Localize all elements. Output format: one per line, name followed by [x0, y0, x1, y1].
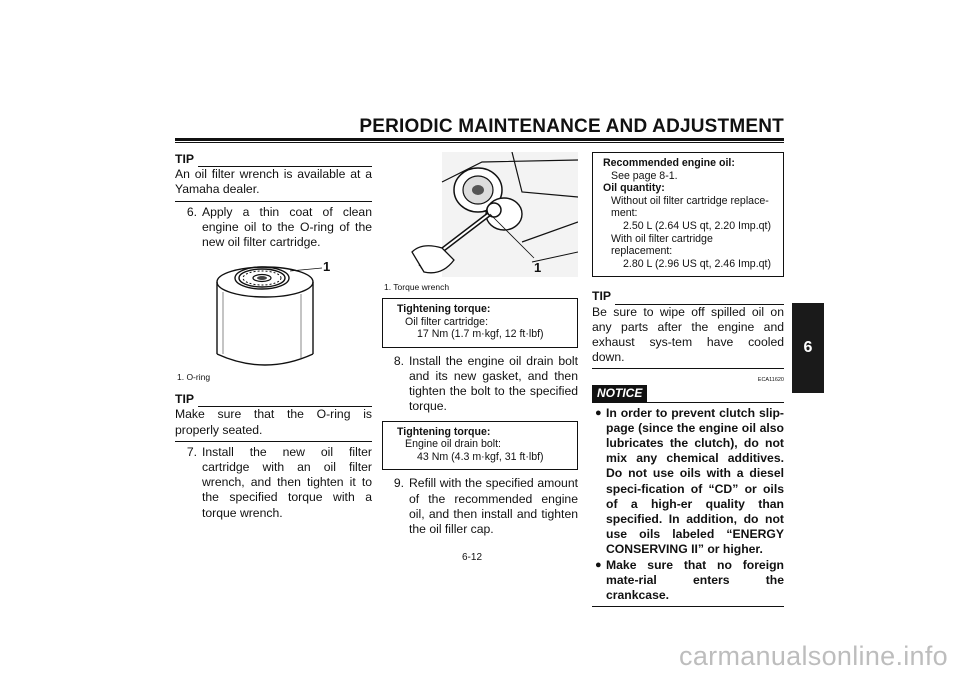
step-text: Refill with the specified amount of the recommended engine oil, and then install and tighten the oil filler cap. [409, 476, 578, 536]
spec-value: 17 Nm (1.7 m·kgf, 12 ft·lbf) [417, 328, 544, 341]
step-6 [175, 205, 372, 251]
header-rule-thin [175, 142, 784, 143]
notice-block [592, 377, 784, 607]
figure-callout: 1 [534, 260, 542, 275]
page-title: PERIODIC MAINTENANCE AND ADJUSTMENT [359, 116, 784, 137]
tip-heading [592, 289, 784, 304]
step-text: Install the engine oil drain bolt and its new gasket, and then tighten the bolt to the specified torque. [409, 353, 578, 414]
bullet-dot-icon: ● [595, 406, 602, 419]
notice-heading [592, 385, 784, 402]
tip-label: TIP [175, 392, 194, 407]
step-number: 6. [186, 204, 197, 219]
tip-heading [175, 152, 372, 167]
header-rule [175, 138, 784, 141]
tip-rule [198, 157, 372, 167]
notice-badge: NOTICE [592, 385, 647, 402]
step-8 [382, 354, 578, 415]
oil-filter-illustration [175, 254, 372, 372]
figure-callout: 1 [323, 259, 331, 275]
spec-heading: Tightening torque: [397, 303, 491, 315]
notice-end-rule [592, 606, 784, 607]
tip-text: Be sure to wipe off spilled oil on any parts after the engine and exhaust sys-tem have cooled down. [592, 305, 784, 370]
tip-text: An oil filter wrench is available at a Yamaha dealer. [175, 167, 372, 201]
oil-filter-figure [175, 254, 372, 384]
notice-rule [647, 395, 784, 403]
spec-item: Without oil filter cartridge replace- [611, 194, 769, 207]
bullet-dot-icon: ● [595, 558, 602, 571]
torque-spec-oil-filter [382, 298, 578, 348]
tip-label: TIP [592, 289, 611, 304]
notice-bullet [592, 558, 784, 604]
step-number: 9. [393, 476, 404, 491]
column-2 [382, 152, 578, 537]
spec-item: Oil filter cartridge: [405, 315, 489, 328]
spec-item: See page 8-1. [611, 169, 678, 182]
torque-wrench-illustration [382, 152, 578, 282]
spec-heading: Recommended engine oil: [603, 157, 735, 169]
notice-code: ECA11620 [757, 377, 784, 384]
torque-spec-drain-bolt [382, 421, 578, 471]
column-1 [175, 152, 372, 521]
chapter-tab [792, 303, 824, 393]
page-number: 6-12 [462, 552, 483, 563]
spec-heading: Oil quantity: [603, 182, 665, 195]
oil-spec-box [592, 152, 784, 277]
figure-caption: 1. O-ring [177, 372, 211, 383]
watermark: carmanualsonline.info [679, 641, 948, 671]
spec-value: 2.80 L (2.96 US qt, 2.46 Imp.qt) [623, 257, 772, 270]
step-number: 8. [393, 353, 404, 368]
tip-label: TIP [175, 152, 194, 166]
bullet-text: In order to prevent clutch slip-page (since the engine oil also lubricates the clutch), do not mix any chemical additives. Do not use oils with a diesel speci-fication of “CD” or oils of a high-er quality than specified. In addition, do not use oils labeled “ENERGY CONSERVING II” or higher. [606, 405, 784, 557]
figure-caption: 1. Torque wrench [384, 282, 450, 292]
tip-heading [175, 392, 372, 407]
step-7 [175, 445, 372, 521]
spec-item: ment: [611, 207, 638, 220]
bullet-text: Make sure that no foreign mate-rial enters the crankcase. [606, 557, 784, 602]
spec-item: With oil filter cartridge replacement: [611, 232, 713, 258]
step-9 [382, 476, 578, 537]
tip-text: Make sure that the O-ring is properly seated. [175, 407, 372, 441]
step-number: 7. [186, 444, 197, 459]
spec-value: 2.50 L (2.64 US qt, 2.20 Imp.qt) [623, 219, 772, 232]
chapter-tab-label: 6 [803, 339, 813, 356]
step-text: Install the new oil filter cartridge with an oil filter wrench, and then tighten it to the specified torque with a torque wrench. [202, 444, 372, 520]
torque-wrench-figure [382, 152, 578, 294]
tip-rule [198, 397, 372, 407]
notice-bullet [592, 406, 784, 558]
tip-rule [615, 295, 784, 305]
step-text: Apply a thin coat of clean engine oil to the O-ring of the new oil filter cartridge. [202, 204, 372, 250]
spec-item: Engine oil drain bolt: [405, 438, 501, 451]
spec-heading: Tightening torque: [397, 425, 491, 438]
spec-value: 43 Nm (4.3 m·kgf, 31 ft·lbf) [417, 450, 544, 463]
column-3 [592, 152, 784, 607]
